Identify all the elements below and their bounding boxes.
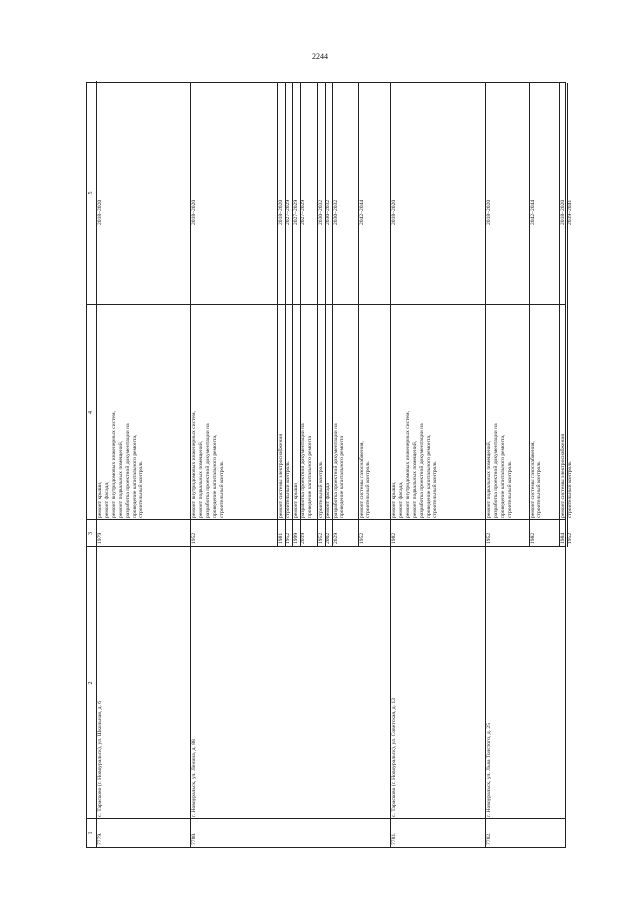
address: г. Новоуральск, ул. Льва Толстого, д. 25	[486, 722, 492, 817]
work-item: строительный контроль	[138, 461, 145, 518]
work-item: ремонт внутридомовых инженерных систем,	[110, 411, 117, 518]
sub-commission-year: 1999	[292, 532, 299, 544]
repair-period: 2018–2020	[486, 199, 492, 225]
work-item: разработка проектной документации на	[204, 423, 211, 518]
work-item: строительный контроль	[506, 461, 513, 518]
sub-repair-period: 2042–2044	[358, 199, 365, 225]
sub-repair-period: 2018–2020	[559, 199, 566, 225]
work-item: разработка проектной документации на	[492, 423, 499, 518]
commission-year: 1952	[486, 532, 492, 544]
column-divider	[87, 304, 565, 305]
work-item: ремонт подвальных помещений,	[197, 440, 204, 518]
address: с. Тарасково (г. Новоуральск), ул. Советская, д. 13	[391, 698, 397, 817]
work-item: ремонт внутридомовых инженерных систем,	[191, 411, 197, 518]
sub-commission-year: 1981	[277, 532, 284, 544]
column-number: 4	[88, 411, 94, 414]
sub-commission-year: 1952	[285, 532, 291, 544]
work-item: проведение капитального ремонта,	[425, 434, 432, 518]
commission-year: 1982	[391, 532, 397, 544]
column-number: 3	[88, 532, 94, 535]
sub-repair-period: 2027–2029	[300, 199, 306, 225]
sub-repair-period: 2039–2041	[567, 199, 573, 225]
column-number: 2	[88, 681, 94, 685]
column-number: 5	[88, 191, 94, 195]
sub-repair-period: 2027–2029	[292, 199, 299, 225]
repair-period: 2018–2020	[191, 199, 197, 225]
sub-work-item: строительный контроль	[285, 461, 291, 518]
sub-work-item: ремонт системы газоснабжения,	[529, 441, 536, 518]
work-item: проведение капитального ремонта,	[131, 434, 138, 518]
sub-work-item: ремонт системы электроснабжения	[277, 434, 284, 518]
sub-work-item: разработка проектной документации на	[332, 423, 339, 518]
work-item: ремонт фасада,	[103, 481, 110, 518]
sub-work-item: проведение капитального ремонта	[306, 436, 313, 518]
table-container	[86, 82, 573, 848]
page-number: 2244	[312, 52, 328, 61]
capital-repair-table	[86, 82, 573, 848]
sub-repair-period: 2030–2032	[332, 199, 339, 225]
column-number: 1	[88, 831, 94, 835]
work-item: ремонт подвальных помещений,	[411, 440, 418, 518]
row-number: 7782.	[486, 832, 492, 845]
sub-work-item: строительный контроль	[536, 461, 543, 518]
row-number: 7781.	[391, 832, 397, 845]
work-item: ремонт подвальных помещений,	[486, 440, 492, 518]
sub-repair-period: 2027–2029	[285, 199, 291, 225]
sub-commission-year: 1952	[567, 532, 573, 544]
sub-work-item: ремонт крыши	[292, 482, 299, 518]
work-item: проведение капитального ремонта,	[499, 434, 506, 518]
column-divider	[87, 818, 565, 819]
work-item: ремонт внутридомовых инженерных систем,	[404, 411, 411, 518]
row-number: 7779.	[97, 832, 103, 845]
sub-repair-period: 2018–2020	[277, 199, 284, 225]
sub-work-item: ремонт системы газоснабжения,	[358, 441, 365, 518]
sub-work-item: разработка проектной документации на	[300, 423, 306, 518]
sub-work-item: строительный контроль	[317, 461, 324, 518]
sub-commission-year: 1982	[529, 532, 536, 544]
commission-year: 1979	[97, 532, 103, 544]
work-item: разработка проектной документации на	[124, 423, 131, 518]
work-item: ремонт фасада,	[397, 481, 404, 518]
column-divider	[87, 519, 565, 520]
repair-period: 2018–2020	[391, 199, 397, 225]
sub-commission-year: 2002	[325, 532, 331, 544]
sub-work-item: ремонт фасада	[325, 483, 331, 518]
sub-commission-year: 2029	[332, 532, 339, 544]
work-item: разработка проектной документации на	[418, 423, 425, 518]
commission-year: 1952	[191, 532, 197, 544]
work-item: проведение капитального ремонта,	[211, 434, 218, 518]
sub-commission-year: 1984	[559, 532, 566, 544]
work-item: ремонт подвальных помещений,	[117, 440, 124, 518]
sub-commission-year: 1952	[317, 532, 324, 544]
work-item: ремонт крыши,	[391, 481, 397, 518]
sub-repair-period: 2030–2032	[325, 199, 331, 225]
address: с. Тарасково (г. Новоуральск), ул. Школьная, д. 6	[97, 700, 103, 817]
sub-row-divider	[292, 83, 293, 547]
sub-work-item: ремонт системы электроснабжения	[559, 434, 566, 518]
column-divider	[87, 546, 565, 547]
sub-commission-year: 1952	[358, 532, 365, 544]
sub-repair-period: 2030–2032	[317, 199, 324, 225]
column-number-header	[87, 81, 97, 847]
work-item: строительный контроль	[432, 461, 439, 518]
sub-commission-year: 2019	[300, 532, 306, 544]
address: г. Новоуральск, ул. Ленина, д. 88	[191, 739, 197, 817]
work-item: ремонт крыши,	[97, 481, 103, 518]
sub-work-item: проведение капитального ремонта	[339, 436, 346, 518]
work-item: строительный контроль	[218, 461, 225, 518]
sub-row-divider	[325, 83, 326, 547]
row-number: 7780.	[191, 832, 197, 845]
sub-work-item: строительный контроль	[567, 461, 573, 518]
repair-period: 2018–2020	[97, 199, 103, 225]
sub-work-item: строительный контроль	[365, 461, 372, 518]
sub-repair-period: 2042–2044	[529, 199, 536, 225]
